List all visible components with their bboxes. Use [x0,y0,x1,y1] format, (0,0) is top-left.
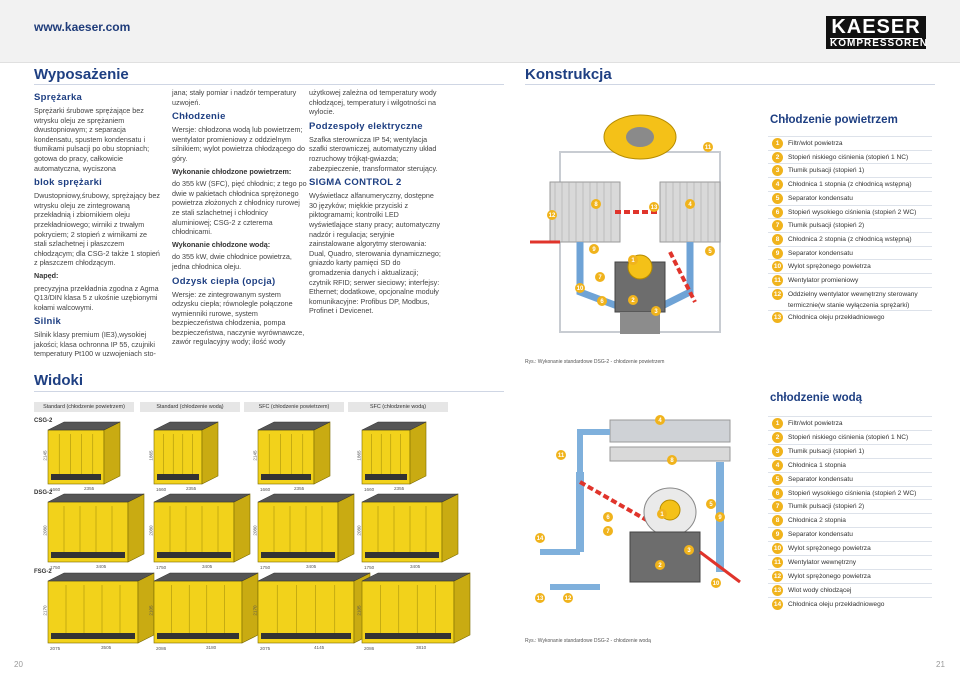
svg-text:6: 6 [600,299,604,305]
width-dimension: 2355 [84,486,95,491]
section-heading: Silnik [34,316,62,328]
machine-base [261,633,351,639]
machine-side [314,422,330,484]
machine-side [202,422,218,484]
section-heading: SIGMA CONTROL 2 [309,177,402,189]
paragraph: Wyświetlacz alfanumeryczny, dostępne 30 języków; miękkie przyciski z piktogramami; kontrolki LED wyświetlające stany pracy; automatyczny nadzór i regulacja; seryjnie zainstalowane algorytmy sterowania: Dual, Quadro, sterowania dynamicznego; gniazdo karty pamięci SD do gromadzenia danych i aktualizacji; czytnik RFID; serwer sieciowy; interfejsy: Ethernet; dodatkowe, opcjonalne moduły komunikacyjne: Profibus DP, Modbus, Profinet i Devicenet. [309,191,441,316]
legend-label: Chłodnica 2 stopnia [788,517,846,525]
legend-label: Chłodnica 1 stopnia [788,461,846,469]
views-title: Widoki [34,372,84,389]
legend-label: Stopień wysokiego ciśnienia (stopień 2 WC) [788,489,917,497]
legend-divider [768,246,932,247]
air-cooled-diagram [520,92,760,354]
row-label: DSG-2 [34,490,53,496]
svg-text:7: 7 [606,529,610,535]
legend-divider [768,499,932,500]
legend-label: Separator kondensatu [788,249,853,257]
legend-label: Filtr/wlot powietrza [788,140,843,147]
machine-side [128,494,144,562]
section-heading: Odzysk ciepła (opcja) [172,275,276,287]
legend-divider [768,486,932,487]
legend-number: 3 [772,446,783,457]
legend-divider [768,444,932,445]
legend-item [772,529,932,541]
width-dimension: 3505 [101,645,112,650]
legend-number: 8 [772,515,783,526]
svg-text:4: 4 [688,202,692,208]
machine-base [51,633,135,639]
machine-side [338,494,354,562]
svg-text:5: 5 [708,249,712,255]
legend-divider [768,513,932,514]
svg-text:3: 3 [687,548,691,554]
depth-dimension: 2086 [364,646,375,651]
row-label: FSG-2 [34,569,52,575]
legend-item [772,585,932,597]
page-number-left: 20 [14,660,23,669]
legend-item [772,543,932,555]
height-dimension: 2170 [252,605,258,616]
legend-divider [768,583,932,584]
legend-divider [768,163,932,164]
height-dimension: 2145 [42,450,48,461]
legend-label: Wentylator promieniowy [788,277,859,284]
legend-divider [768,150,932,151]
logo-wordmark: KAESER [831,16,921,38]
machine-base [365,633,451,639]
air-legend-title: Chłodzenie powietrzem [770,114,898,126]
machine-base [157,552,231,558]
legend-label: Tłumik pulsacji (stopień 1) [788,167,865,175]
legend-divider [768,287,932,288]
section-heading: blok sprężarki [34,177,103,189]
paragraph: Silnik klasy premium (IE3),wysokiej jakości; klasa ochronna IP 55, czujniki temperatury Pt100 w uzwojeniach sto- [34,330,156,359]
legend-label: Chłodnica 2 stopnia (z chłodnicą wstępną) [788,235,912,243]
legend-number: 10 [773,263,782,271]
height-dimension: 2145 [252,450,258,461]
svg-text:13: 13 [650,205,658,211]
legend-item [772,165,932,177]
width-dimension: 3180 [206,645,217,650]
legend-number: 2 [772,432,783,443]
legend-label: Separator kondensatu [788,194,853,202]
variant-header-air: Standard (chłodzenie powietrzem) [34,402,134,412]
legend-label: Chłodnica 1 stopnia (z chłodnicą wstępną) [788,181,912,189]
paragraph: Wersje: chłodzona wodą lub powietrzem; wentylator promieniowy z oddzielnym silnikiem; wylot powietrza chłodzącego do góry. [172,125,306,163]
legend-divider [768,273,932,274]
legend-number: 13 [773,314,782,322]
width-dimension: 2355 [394,486,405,491]
section-heading: Podzespoły elektryczne [309,120,423,132]
legend-label: Oddzielny wentylator wewnętrzny sterowany termicznie(w stanie wyłączenia sprężarki) [788,290,918,309]
width-dimension: 3405 [306,564,317,569]
paragraph: do 355 kW (SFC), pięć chłodnic; z tego po dwie w pakietach chłodnica sprężonego powietrza złożonych z chłodnicy rurowej ze stali szlachetnej i chłodnicy aluminiowej; CSG-2 z czterema chłodnicami. [172,179,307,237]
machine-top [258,573,370,581]
machine-top [48,573,154,581]
legend-number: 3 [772,165,783,176]
legend-divider [768,430,932,431]
svg-text:14: 14 [536,536,544,542]
variant-header-sfc-air: SFC (chłodzenie powietrzem) [244,402,344,412]
depth-dimension: 1750 [364,565,375,570]
legend-label: Tłumik pulsacji (stopień 2) [788,503,865,511]
legend-label: Wentylator wewnętrzny [788,559,857,566]
legend-number: 6 [772,207,783,218]
logo-subline: KOMPRESSOREN [830,38,929,49]
legend-label: Wylot sprężonego powietrza [788,263,871,271]
legend-label: Wylot sprężonego powietrza [788,545,871,553]
legend-divider [768,177,932,178]
legend-number: 11 [772,275,783,286]
machine-top [154,494,250,502]
svg-text:9: 9 [592,247,596,253]
variant-header-sfc-water: SFC (chłodzenie wodą) [348,402,448,412]
legend-item [772,501,932,513]
paragraph: użytkowej zależna od temperatury wody chłodzącej, temperatury i wilgotności na wylocie. [309,88,437,117]
legend-number: 12 [773,572,782,580]
legend-item [772,152,932,164]
height-dimension: 2105 [356,605,362,616]
legend-item [772,179,932,191]
machine-side [442,494,458,562]
paragraph: Wersje: ze zintegrowanym system odzysku ciepła; równolegle połączone wymienniki rurowe, system bezpieczeństwa chłodzenia, pompa bezpieczeństwa, naczynie wyrównawcze, zawór regulacyjny wody; ilość wody [172,289,305,347]
paragraph: do 355 kW, dwie chłodnice powietrza, jedna chłodnica oleju. [172,252,292,271]
legend-label: Stopień niskiego ciśnienia (stopień 1 NC) [788,433,909,441]
water-diagram-caption: Rys.: Wykonanie standardowe DSG-2 - chłodzenie wodą [525,638,651,644]
paragraph: Wykonanie chłodzone wodą: [172,239,271,249]
height-dimension: 1865 [148,450,154,461]
website-url[interactable]: www.kaeser.com [34,20,131,34]
width-dimension: 3405 [202,564,213,569]
svg-text:8: 8 [670,458,674,464]
legend-divider [768,597,932,598]
width-dimension: 3405 [410,564,421,569]
variant-header-water: Standard (chłodzenie wodą) [140,402,240,412]
legend-number: 14 [773,600,782,608]
legend-number: 11 [772,557,783,568]
legend-number: 10 [773,545,782,553]
legend-number: 6 [772,488,783,499]
paragraph: Napęd: [34,270,59,280]
svg-text:3: 3 [654,309,658,315]
legend-number: 7 [772,501,783,512]
legend-number: 8 [772,234,783,245]
svg-text:12: 12 [564,596,572,602]
legend-label: Wylot sprężonego powietrza [788,572,871,580]
legend-item [772,193,932,205]
legend-number: 4 [772,179,783,190]
svg-text:1: 1 [660,512,664,518]
equipment-title: Wyposażenie [34,66,129,83]
legend-label: Wlot wody chłodzącej [788,586,852,594]
legend-item [772,138,932,150]
legend-divider [768,555,932,556]
legend-number: 9 [772,529,783,540]
legend-divider [768,416,932,417]
legend-item [772,312,932,324]
machine-base [51,552,125,558]
water-legend-title: chłodzenie wodą [770,392,863,404]
machine-base [157,474,199,480]
legend-label: Separator kondensatu [788,475,853,483]
machine-top [258,494,354,502]
depth-dimension: 1750 [156,565,167,570]
svg-text:8: 8 [594,202,598,208]
water-cooled-diagram [520,392,760,632]
depth-dimension: 1660 [50,487,61,492]
svg-text:2: 2 [658,563,662,569]
svg-text:12: 12 [548,213,556,219]
svg-text:1: 1 [631,258,635,264]
height-dimension: 2080 [148,525,154,536]
height-dimension: 2105 [148,605,154,616]
depth-dimension: 2075 [260,646,271,651]
machine-base [261,474,311,480]
legend-divider [768,205,932,206]
legend-number: 13 [773,586,782,594]
legend-item [772,418,932,430]
depth-dimension: 1660 [156,487,167,492]
machine-base [261,552,335,558]
legend-number: 4 [772,460,783,471]
legend-number: 1 [772,138,783,149]
depth-dimension: 2075 [50,646,61,651]
paragraph: jana; stały pomiar i nadzór temperatury uzwojeń. [172,88,297,107]
paragraph: Wykonanie chłodzone powietrzem: [172,166,292,176]
height-dimension: 2080 [356,525,362,536]
svg-text:2: 2 [631,298,635,304]
svg-text:9: 9 [718,515,722,521]
depth-dimension: 1750 [50,565,61,570]
depth-dimension: 1660 [260,487,271,492]
legend-label: Tłumik pulsacji (stopień 1) [788,447,865,455]
svg-text:4: 4 [658,418,662,424]
machine-top [362,573,470,581]
depth-dimension: 1660 [364,487,375,492]
kaeser-logo [826,16,929,49]
legend-item [772,599,932,611]
machine-top [48,494,144,502]
width-dimension: 2355 [294,486,305,491]
legend-number: 2 [772,152,783,163]
legend-item [772,289,932,311]
width-dimension: 2355 [186,486,197,491]
machine-base [365,474,407,480]
machine-top [362,494,458,502]
legend-label: Stopień wysokiego ciśnienia (stopień 2 WC) [788,208,917,216]
legend-item [772,515,932,527]
legend-label: Separator kondensatu [788,531,853,539]
section-heading: Sprężarka [34,92,83,103]
legend-label: Filtr/wlot powietrza [788,420,843,427]
legend-item [772,248,932,260]
legend-number: 5 [772,193,783,204]
paragraph: Sprężarki śrubowe sprężające bez wtrysku oleju ze sprężaniem dwustopniowym; z separacja kondensatu, spustem kondensatu i tłumikami pulsacji po obu stopniach; gotowa do pracy, całkowicie automatyczna, wyciszona [34,106,150,173]
legend-number: 9 [772,248,783,259]
legend-divider [768,259,932,260]
height-dimension: 2080 [42,525,48,536]
legend-label: Tłumik pulsacji (stopień 2) [788,222,865,230]
legend-number: 1 [772,418,783,429]
legend-item [772,207,932,219]
section-heading: Chłodzenie [172,111,226,123]
paragraph: Szafka sterownicza IP 54; wentylacja szafki sterowniczej, automatyczny układ rozruchowy trójkąt-gwiazda; zabezpieczenie, transformator sterujący. [309,134,438,173]
legend-item [772,557,932,569]
depth-dimension: 2086 [156,646,167,651]
legend-item [772,488,932,500]
legend-item [772,261,932,273]
legend-item [772,275,932,287]
paragraph: precyzyjna przekładnia zgodna z Agma Q13/DIN klasa 5 z ukośnie uzębionymi kołami walcowymi. [34,283,159,312]
legend-item [772,446,932,458]
legend-divider [768,191,932,192]
height-dimension: 2080 [252,525,258,536]
machine-side [410,422,426,484]
legend-item [772,460,932,472]
legend-divider [768,527,932,528]
legend-number: 5 [772,474,783,485]
height-dimension: 1865 [356,450,362,461]
legend-number: 12 [773,290,782,298]
legend-item [772,474,932,486]
legend-item [772,220,932,232]
machine-base [51,474,101,480]
machine-base [157,633,239,639]
svg-text:5: 5 [709,502,713,508]
air-diagram-caption: Rys.: Wykonanie standardowe DSG-2 - chłodzenie powietrzem [525,359,665,365]
legend-divider [768,569,932,570]
svg-text:11: 11 [704,145,712,151]
machine-side [234,494,250,562]
legend-divider [768,218,932,219]
depth-dimension: 1750 [260,565,271,570]
legend-divider [768,136,932,137]
svg-text:10: 10 [576,286,584,292]
row-label: CSG-2 [34,418,53,424]
width-dimension: 3810 [416,645,427,650]
legend-divider [768,310,932,311]
construction-title: Konstrukcja [525,66,612,83]
height-dimension: 2170 [42,605,48,616]
machine-base [365,552,439,558]
legend-divider [768,458,932,459]
legend-divider [768,541,932,542]
legend-item [772,432,932,444]
construction-divider [525,84,935,85]
legend-divider [768,232,932,233]
machine-side [104,422,120,484]
legend-label: Chłodnica oleju przekładniowego [788,600,885,608]
svg-text:6: 6 [606,515,610,521]
page-number-right: 21 [936,660,945,669]
width-dimension: 4145 [314,645,325,650]
legend-divider [768,472,932,473]
machine-top [154,573,258,581]
svg-text:7: 7 [598,275,602,281]
legend-label: Chłodnica oleju przekładniowego [788,314,885,322]
svg-text:13: 13 [536,596,544,602]
legend-label: Stopień niskiego ciśnienia (stopień 1 NC) [788,153,909,161]
legend-item [772,571,932,583]
svg-text:10: 10 [712,581,720,587]
width-dimension: 3405 [96,564,107,569]
svg-text:11: 11 [557,453,565,459]
legend-item [772,234,932,246]
paragraph: Dwustopniowy,śrubowy, sprężający bez wtrysku oleju ze zintegrowaną przekładnią i zbiornikiem oleju przekładniowego; wirniki z trwałym pokryciem; 2 stopień z wirnikami ze stali szlachetnej i płaszczem chłodzącym; dla CSG-2 także 1 stopień z płaszczem chłodzącym. [34,191,160,268]
machine-side [454,573,470,643]
legend-number: 7 [772,220,783,231]
